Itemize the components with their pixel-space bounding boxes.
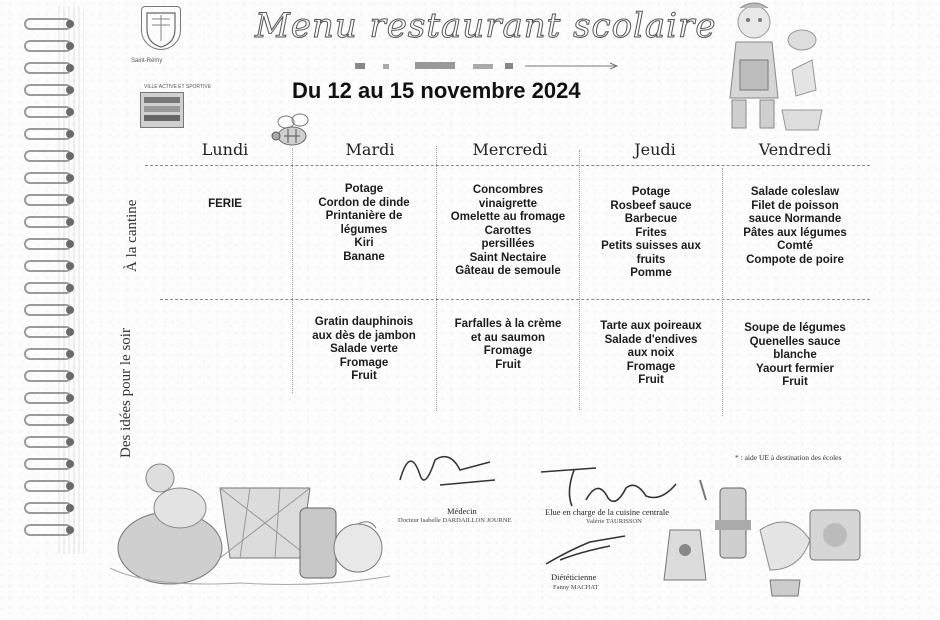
ring-loop	[24, 238, 72, 250]
badge-caption: VILLE ACTIVE ET SPORTIVE	[144, 84, 212, 90]
ring-loop	[24, 458, 72, 470]
menu-line: Fromage	[339, 356, 389, 369]
dietitian-name: Fanny MACHAT	[553, 584, 599, 591]
punch-hole	[66, 306, 74, 314]
spiral-ring	[22, 280, 82, 296]
town-crest-logo	[141, 6, 181, 50]
day-header-mardi: Mardi	[345, 140, 395, 159]
punch-hole	[66, 372, 74, 380]
menu-line: sauce Normande	[748, 213, 842, 225]
ring-loop	[24, 18, 72, 30]
ring-loop	[24, 172, 72, 184]
column-divider	[579, 150, 580, 410]
spiral-ring	[22, 214, 82, 230]
punch-hole	[66, 86, 74, 94]
menu-line: Saint Nectaire	[469, 251, 547, 264]
dietitian-signature	[540, 530, 630, 570]
evening-side-label: Des idées pour le soir	[118, 328, 134, 458]
spiral-ring	[22, 522, 82, 538]
menu-line: Barbecue	[624, 213, 678, 225]
menu-line: et au saumon	[470, 331, 546, 344]
spiral-ring	[22, 456, 82, 472]
menu-line: Printanière de	[325, 210, 403, 222]
doctor-name: Docteur Isabelle DARDAILLON JOURNE	[398, 517, 512, 524]
ring-loop	[24, 40, 72, 52]
ring-loop	[24, 524, 72, 536]
table-top-rule	[145, 165, 870, 166]
menu-line: FERIE	[208, 198, 242, 210]
ring-loop	[24, 62, 72, 74]
spiral-ring	[22, 390, 82, 406]
punch-hole	[66, 284, 74, 292]
menu-line: Gâteau de semoule	[455, 265, 561, 277]
punch-hole	[66, 108, 74, 116]
ring-loop	[24, 348, 72, 360]
menu-line: Farfalles à la crème	[454, 318, 562, 330]
menu-line: Salade coleslaw	[750, 186, 840, 198]
menu-line: légumes	[340, 223, 388, 236]
punch-hole	[66, 20, 74, 28]
kitchen-tools-illustration	[640, 470, 880, 600]
badge-stripes-icon	[141, 93, 183, 127]
spiral-ring	[22, 82, 82, 98]
menu-line: Omelette au fromage	[450, 211, 566, 223]
punch-hole	[66, 350, 74, 358]
day-header-vendredi: Vendredi	[758, 140, 832, 159]
punch-hole	[66, 328, 74, 336]
punch-hole	[66, 42, 74, 50]
table-middle-rule	[160, 299, 870, 300]
spiral-ring	[22, 478, 82, 494]
punch-hole	[66, 64, 74, 72]
menu-title: Menu restaurant scolaire	[255, 6, 717, 46]
punch-hole	[66, 526, 74, 534]
menu-line: vinaigrette	[478, 197, 538, 210]
spiral-ring	[22, 104, 82, 120]
menu-line: Tarte aux poireaux	[600, 320, 702, 332]
ring-loop	[24, 216, 72, 228]
spiral-ring	[22, 60, 82, 76]
spiral-ring	[22, 16, 82, 32]
spiral-ring	[22, 170, 82, 186]
evening-cell-jeudi	[581, 320, 721, 388]
ring-loop	[24, 370, 72, 382]
day-header-mercredi: Mercredi	[472, 140, 548, 159]
day-header-jeudi: Jeudi	[634, 140, 676, 159]
menu-line: Filet de poisson	[751, 199, 839, 212]
ring-loop	[24, 84, 72, 96]
spiral-ring	[22, 368, 82, 384]
ring-loop	[24, 392, 72, 404]
lunch-cell-mercredi	[437, 184, 579, 279]
menu-line: Potage	[631, 186, 671, 198]
menu-line: persillées	[481, 238, 535, 250]
dietitian-role: Diététicienne	[551, 572, 597, 582]
ring-loop	[24, 414, 72, 426]
menu-line: aux dès de jambon	[312, 329, 416, 342]
menu-line: Salade d'endives	[604, 333, 698, 346]
ring-loop	[24, 150, 72, 162]
punch-hole	[66, 174, 74, 182]
menu-line: Fromage	[483, 345, 533, 357]
column-divider	[292, 148, 293, 393]
menu-line: Fruit	[638, 374, 664, 386]
menu-line: Fruit	[351, 370, 377, 382]
menu-line: aux noix	[627, 347, 675, 359]
menu-line: Rosbeef sauce	[610, 199, 692, 212]
ring-loop	[24, 480, 72, 492]
eu-aid-note: * : aide UE à destination des écoles	[735, 453, 842, 462]
menu-line: Cordon de dinde	[318, 196, 410, 209]
menu-line: Kiri	[354, 237, 374, 249]
spiral-ring	[22, 126, 82, 142]
menu-line: Petits suisses aux	[601, 240, 701, 252]
kitchen-elected-name: Valérie TAURISSON	[586, 518, 642, 525]
menu-line: Gratin dauphinois	[314, 316, 414, 328]
punch-hole	[66, 416, 74, 424]
food-basket-illustration	[100, 448, 400, 593]
crest-caption: Saint-Rémy	[131, 58, 163, 64]
lunch-cell-vendredi	[725, 186, 865, 267]
spiral-binding	[22, 10, 92, 550]
evening-cell-vendredi	[725, 322, 865, 390]
menu-line: Soupe de légumes	[744, 322, 846, 334]
spiral-ring	[22, 434, 82, 450]
menu-line: Quenelles sauce	[749, 335, 841, 348]
punch-hole	[66, 438, 74, 446]
menu-line: Fruit	[495, 358, 521, 371]
lunch-cell-lundi	[180, 198, 270, 212]
ring-loop	[24, 282, 72, 294]
punch-hole	[66, 196, 74, 204]
lunch-cell-mardi	[294, 183, 434, 264]
ring-loop	[24, 502, 72, 514]
day-header-lundi: Lundi	[201, 140, 249, 159]
spiral-ring	[22, 412, 82, 428]
spiral-ring	[22, 192, 82, 208]
menu-line: Yaourt fermier	[756, 362, 834, 375]
crest-icon	[142, 7, 180, 49]
spiral-ring	[22, 258, 82, 274]
menu-line: blanche	[773, 349, 817, 361]
ring-loop	[24, 106, 72, 118]
punch-hole	[66, 460, 74, 468]
spiral-ring	[22, 324, 82, 340]
menu-line: Pomme	[630, 267, 672, 279]
spiral-ring	[22, 346, 82, 362]
menu-line: Frites	[635, 226, 667, 239]
spiral-ring	[22, 38, 82, 54]
menu-line: Comté	[777, 240, 813, 252]
menu-line: Salade verte	[330, 343, 398, 355]
menu-line: Fruit	[782, 376, 808, 388]
menu-line: Pâtes aux légumes	[743, 226, 847, 239]
menu-line: Compote de poire	[746, 253, 844, 266]
spiral-ring	[22, 500, 82, 516]
kitchen-elected-role: Elue en charge de la cuisine centrale	[545, 507, 669, 517]
evening-cell-mardi	[294, 316, 434, 384]
punch-hole	[66, 482, 74, 490]
punch-hole	[66, 504, 74, 512]
menu-line: Fromage	[626, 360, 676, 373]
menu-line: Banane	[343, 250, 385, 263]
punch-hole	[66, 152, 74, 160]
evening-cell-mercredi	[437, 318, 579, 372]
bee-icon	[266, 112, 318, 152]
menu-dates: Du 12 au 15 novembre 2024	[292, 78, 581, 103]
ring-loop	[24, 436, 72, 448]
spiral-ring	[22, 236, 82, 252]
punch-hole	[66, 262, 74, 270]
ring-loop	[24, 304, 72, 316]
punch-hole	[66, 218, 74, 226]
ring-loop	[24, 326, 72, 338]
menu-line: Concombres	[472, 184, 544, 196]
spiral-ring	[22, 148, 82, 164]
child-cook-illustration	[712, 0, 827, 140]
punch-hole	[66, 240, 74, 248]
column-divider	[722, 168, 723, 416]
sport-city-badge	[140, 92, 184, 128]
title-underline-decoration	[355, 61, 620, 71]
punch-hole	[66, 394, 74, 402]
menu-line: Carottes	[484, 224, 532, 237]
ring-loop	[24, 194, 72, 206]
punch-hole	[66, 130, 74, 138]
lunch-side-label: À la cantine	[124, 199, 140, 272]
spiral-ring	[22, 302, 82, 318]
ring-loop	[24, 260, 72, 272]
doctor-role: Médecin	[447, 506, 477, 516]
lunch-cell-jeudi	[581, 186, 721, 281]
menu-line: fruits	[636, 253, 666, 266]
menu-line: Potage	[344, 183, 384, 195]
ring-loop	[24, 128, 72, 140]
